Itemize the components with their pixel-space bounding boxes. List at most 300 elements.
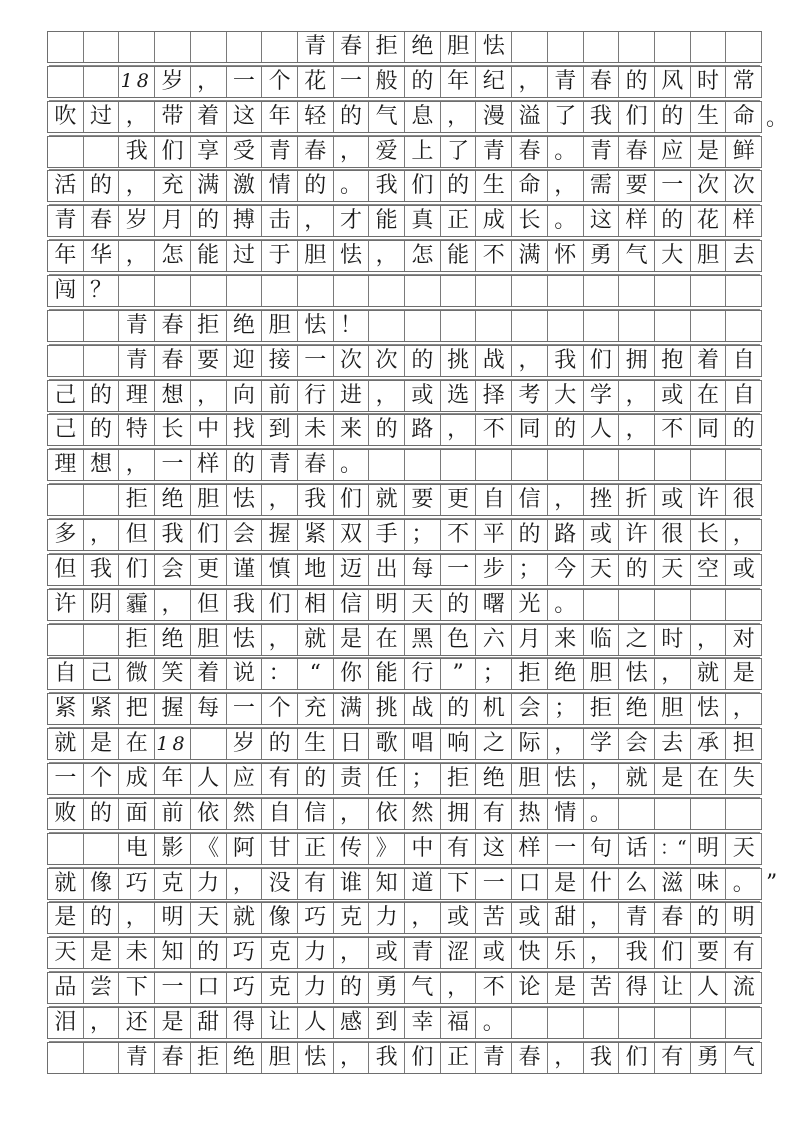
grid-cell-char: 怯 (227, 485, 263, 515)
grid-cell-char: 常 (726, 67, 762, 97)
grid-cell-char: 样 (512, 834, 548, 864)
grid-cell-char: 胆 (191, 625, 227, 655)
grid-cell-char: 或 (476, 938, 512, 968)
grid-cell-char: 岁 (119, 206, 155, 236)
grid-cell-empty (48, 346, 84, 376)
grid-cell-char: 在 (691, 381, 727, 411)
grid-cell-char: 拥 (619, 346, 655, 376)
grid-cell-char: 一 (441, 555, 477, 585)
grid-cell-char: 是 (691, 137, 727, 167)
grid-cell-empty (191, 276, 227, 306)
grid-cell-char: 明 (726, 903, 762, 933)
grid-cell-char: 向 (227, 381, 263, 411)
grid-cell-char: ， (262, 485, 298, 515)
grid-cell-empty (84, 137, 120, 167)
grid-row (47, 763, 762, 795)
grid-cell-char: 青 (405, 938, 441, 968)
grid-cell-char: 怎 (405, 241, 441, 271)
grid-cell-char: 路 (548, 520, 584, 550)
grid-cell-empty (655, 1008, 691, 1038)
grid-cell-char: 怯 (548, 764, 584, 794)
grid-cell-char: ， (119, 241, 155, 271)
grid-cell-char: 爱 (369, 137, 405, 167)
grid-cell-char: 的 (405, 346, 441, 376)
grid-cell-char: 尝 (84, 973, 120, 1003)
grid-cell-empty (441, 276, 477, 306)
grid-cell-char: 许 (619, 520, 655, 550)
grid-cell-char: 的 (405, 67, 441, 97)
grid-cell-empty (691, 799, 727, 829)
grid-cell-char: 是 (548, 869, 584, 899)
grid-cell-char: 。 (584, 799, 620, 829)
grid-cell-char: 怎 (155, 241, 191, 271)
grid-cell-char: 挑 (441, 346, 477, 376)
grid-cell-char: 临 (584, 625, 620, 655)
grid-cell-char: 怯 (227, 625, 263, 655)
grid-cell-empty (476, 311, 512, 341)
grid-cell-char: 力 (298, 938, 334, 968)
grid-cell-char: ； (512, 555, 548, 585)
grid-cell-empty (48, 311, 84, 341)
grid-cell-char: 会 (619, 729, 655, 759)
grid-cell-empty (655, 590, 691, 620)
grid-cell-char: 的 (84, 903, 120, 933)
grid-cell-char: 败 (48, 799, 84, 829)
grid-cell-char: 的 (548, 415, 584, 445)
grid-cell-char: 春 (84, 206, 120, 236)
grid-cell-char: 六 (476, 625, 512, 655)
grid-cell-empty (84, 346, 120, 376)
grid-cell-char: 上 (405, 137, 441, 167)
grid-cell-empty (726, 276, 762, 306)
grid-cell-char: 句 (584, 834, 620, 864)
grid-cell-char: 长 (691, 520, 727, 550)
grid-cell-char: 什 (584, 869, 620, 899)
grid-cell-char: 。 (548, 590, 584, 620)
grid-cell-char: 命 (512, 171, 548, 201)
grid-cell-char: 色 (441, 625, 477, 655)
grid-cell-char: 应 (655, 137, 691, 167)
grid-cell-char: 微 (119, 659, 155, 689)
grid-cell-char: 春 (155, 346, 191, 376)
grid-cell-empty (84, 625, 120, 655)
grid-cell-char: 笑 (155, 659, 191, 689)
grid-cell-char: 们 (334, 485, 370, 515)
grid-cell-char: 我 (584, 1043, 620, 1073)
grid-cell-char: 春 (298, 450, 334, 480)
grid-cell-char: 许 (48, 590, 84, 620)
grid-cell-char: 是 (48, 903, 84, 933)
grid-cell-empty (584, 311, 620, 341)
grid-cell-char: 像 (262, 903, 298, 933)
grid-cell-char: ， (369, 381, 405, 411)
grid-cell-char: 于 (262, 241, 298, 271)
grid-cell-char: 话 (619, 834, 655, 864)
grid-cell-char: 或 (405, 381, 441, 411)
grid-cell-empty (619, 32, 655, 62)
grid-cell-char: 18 (155, 729, 191, 759)
grid-cell-empty (726, 1008, 762, 1038)
grid-cell-char: 绝 (619, 694, 655, 724)
grid-cell-empty (691, 1008, 727, 1038)
grid-cell-char: 还 (119, 1008, 155, 1038)
grid-cell-empty (84, 485, 120, 515)
grid-cell-empty (619, 311, 655, 341)
grid-cell-char: 的 (84, 799, 120, 829)
grid-cell-char: 们 (155, 137, 191, 167)
grid-cell-empty (726, 311, 762, 341)
grid-cell-char: 信 (298, 799, 334, 829)
grid-cell-char: 平 (476, 520, 512, 550)
grid-row (47, 484, 762, 516)
grid-cell-empty (619, 276, 655, 306)
grid-cell-char: 拒 (512, 659, 548, 689)
grid-cell-char: 青 (619, 903, 655, 933)
grid-cell-char: 。 (548, 137, 584, 167)
grid-cell-char: 样 (726, 206, 762, 236)
grid-cell-char: 会 (155, 555, 191, 585)
grid-cell-char: 多 (48, 520, 84, 550)
grid-cell-char: 紧 (84, 694, 120, 724)
grid-cell-char: 进 (334, 381, 370, 411)
grid-cell-char: 们 (655, 938, 691, 968)
grid-cell-char: 春 (155, 1043, 191, 1073)
grid-cell-char: 能 (369, 659, 405, 689)
grid-cell-char: 一 (655, 171, 691, 201)
grid-cell-char: 之 (476, 729, 512, 759)
grid-cell-char: 不 (655, 415, 691, 445)
grid-cell-char: 或 (512, 903, 548, 933)
grid-row (47, 658, 762, 690)
grid-cell-char: ， (334, 938, 370, 968)
grid-cell-char: 力 (369, 903, 405, 933)
grid-cell-char: 明 (155, 903, 191, 933)
grid-cell-char: 岁 (227, 729, 263, 759)
grid-cell-char: 的 (691, 903, 727, 933)
grid-cell-char: 挫 (584, 485, 620, 515)
grid-cell-char: 怯 (298, 1043, 334, 1073)
grid-cell-char: 春 (298, 137, 334, 167)
grid-cell-char: 过 (84, 102, 120, 132)
grid-cell-char: 击 (262, 206, 298, 236)
grid-cell-char: 胆 (441, 32, 477, 62)
grid-cell-char: ， (334, 1043, 370, 1073)
grid-cell-char: 对 (726, 625, 762, 655)
grid-cell-char: 有 (655, 1043, 691, 1073)
grid-cell-char: 人 (584, 415, 620, 445)
grid-cell-empty (48, 625, 84, 655)
grid-cell-char: 在 (119, 729, 155, 759)
grid-cell-char: 们 (619, 102, 655, 132)
grid-cell-empty (84, 32, 120, 62)
grid-cell-empty (119, 32, 155, 62)
grid-cell-char: 行 (405, 659, 441, 689)
grid-cell-empty (726, 32, 762, 62)
grid-cell-char: 选 (441, 381, 477, 411)
grid-cell-char: 这 (584, 206, 620, 236)
grid-cell-empty (584, 450, 620, 480)
grid-cell-char: ” (441, 659, 477, 689)
grid-cell-char: 胆 (191, 485, 227, 515)
grid-cell-char: 或 (441, 903, 477, 933)
grid-cell-char: 拒 (441, 764, 477, 794)
grid-cell-char: 岁 (155, 67, 191, 97)
grid-cell-char: 人 (191, 764, 227, 794)
grid-cell-char: 真 (405, 206, 441, 236)
grid-cell-empty (191, 729, 227, 759)
grid-cell-char: 得 (227, 1008, 263, 1038)
grid-cell-char: 闯 (48, 276, 84, 306)
grid-cell-char: 紧 (48, 694, 84, 724)
grid-cell-char: 生 (298, 729, 334, 759)
grid-cell-char: ， (334, 799, 370, 829)
grid-cell-char: 道 (405, 869, 441, 899)
grid-cell-char: 绝 (476, 764, 512, 794)
grid-cell-char: 去 (726, 241, 762, 271)
grid-cell-char: ； (405, 520, 441, 550)
grid-cell-char: 春 (334, 32, 370, 62)
grid-cell-char: 自 (726, 381, 762, 411)
grid-cell-char: ， (584, 764, 620, 794)
grid-row (47, 101, 789, 133)
grid-cell-char: 明 (369, 590, 405, 620)
grid-cell-empty (119, 276, 155, 306)
grid-cell-char: 下 (441, 869, 477, 899)
grid-cell-char: 得 (619, 973, 655, 1003)
grid-cell-empty (405, 311, 441, 341)
grid-cell-char: 时 (691, 67, 727, 97)
grid-cell-char: 拒 (119, 485, 155, 515)
grid-cell-char: 下 (119, 973, 155, 1003)
grid-cell-char: ， (548, 1043, 584, 1073)
grid-cell-char: 人 (691, 973, 727, 1003)
grid-cell-char: 天 (655, 555, 691, 585)
grid-cell-char: 一 (298, 346, 334, 376)
grid-cell-empty (48, 137, 84, 167)
grid-cell-char: 任 (369, 764, 405, 794)
grid-cell-char: 青 (298, 32, 334, 62)
grid-cell-char: 春 (655, 903, 691, 933)
grid-cell-empty (84, 67, 120, 97)
grid-cell-char: 月 (512, 625, 548, 655)
grid-cell-char: 前 (262, 381, 298, 411)
grid-cell-char: 巧 (298, 903, 334, 933)
grid-cell-char: 特 (119, 415, 155, 445)
grid-cell-char: 次 (334, 346, 370, 376)
grid-cell-char: ； (476, 659, 512, 689)
grid-cell-char: 责 (334, 764, 370, 794)
grid-cell-char: 黑 (405, 625, 441, 655)
grid-cell-char: 双 (334, 520, 370, 550)
grid-row (47, 1007, 762, 1039)
grid-cell-char: 但 (191, 590, 227, 620)
grid-cell-char: 的 (619, 555, 655, 585)
grid-cell-char: 没 (262, 869, 298, 899)
grid-cell-char: 我 (369, 171, 405, 201)
grid-cell-char: ， (548, 729, 584, 759)
grid-cell-char: 一 (548, 834, 584, 864)
grid-cell-char: 之 (619, 625, 655, 655)
grid-cell-char: 息 (405, 102, 441, 132)
grid-cell-char: 然 (405, 799, 441, 829)
grid-cell-char: 的 (84, 381, 120, 411)
grid-cell-char: 己 (48, 415, 84, 445)
grid-cell-char: 到 (369, 1008, 405, 1038)
grid-cell-empty (548, 311, 584, 341)
grid-cell-empty (584, 32, 620, 62)
grid-cell-char: 春 (512, 137, 548, 167)
grid-cell-char: 就 (619, 764, 655, 794)
grid-cell-char: 长 (155, 415, 191, 445)
grid-cell-char: 怯 (619, 659, 655, 689)
grid-cell-char: 气 (405, 973, 441, 1003)
grid-cell-char: 甜 (548, 903, 584, 933)
grid-cell-char: 依 (191, 799, 227, 829)
grid-cell-char: 胆 (262, 1043, 298, 1073)
grid-cell-char: 拒 (191, 1043, 227, 1073)
grid-cell-char: 这 (227, 102, 263, 132)
grid-cell-char: 让 (262, 1008, 298, 1038)
grid-cell-char: 胆 (691, 241, 727, 271)
grid-cell-char: 拒 (369, 32, 405, 62)
grid-cell-char: 不 (476, 973, 512, 1003)
grid-row (47, 972, 762, 1004)
grid-cell-char: ！ (334, 311, 370, 341)
grid-cell-empty (405, 276, 441, 306)
grid-cell-char: 幸 (405, 1008, 441, 1038)
grid-cell-char: 慎 (262, 555, 298, 585)
grid-cell-char: 天 (48, 938, 84, 968)
grid-cell-empty (691, 450, 727, 480)
grid-cell-char: 传 (334, 834, 370, 864)
grid-cell-char: 享 (191, 137, 227, 167)
grid-cell-char: 着 (691, 346, 727, 376)
grid-cell-char: 绝 (227, 1043, 263, 1073)
grid-cell-char: 有 (262, 764, 298, 794)
grid-cell-char: ， (191, 67, 227, 97)
grid-cell-char: 的 (726, 415, 762, 445)
grid-cell-char: 每 (191, 694, 227, 724)
grid-cell-char: 们 (119, 555, 155, 585)
grid-cell-char: 是 (548, 973, 584, 1003)
grid-cell-char: 能 (369, 206, 405, 236)
grid-cell-char: 感 (334, 1008, 370, 1038)
grid-cell-char: 信 (512, 485, 548, 515)
grid-cell-char: 带 (155, 102, 191, 132)
grid-cell-char: ， (262, 625, 298, 655)
grid-cell-char: 克 (155, 869, 191, 899)
grid-cell-char: 大 (548, 381, 584, 411)
grid-cell-char: 人 (298, 1008, 334, 1038)
grid-cell-empty (655, 450, 691, 480)
grid-cell-char: 我 (119, 137, 155, 167)
grid-row (47, 1042, 762, 1074)
grid-cell-char: 次 (369, 346, 405, 376)
grid-cell-char: 克 (262, 973, 298, 1003)
grid-cell-char: 充 (155, 171, 191, 201)
grid-cell-char: ， (584, 903, 620, 933)
grid-cell-char: 情 (548, 799, 584, 829)
grid-cell-char: 正 (298, 834, 334, 864)
grid-cell-char: 我 (619, 938, 655, 968)
grid-cell-char: 很 (655, 520, 691, 550)
grid-cell-char: 明 (691, 834, 727, 864)
grid-cell-char: 的 (84, 171, 120, 201)
grid-row (47, 170, 762, 202)
grid-cell-char: ； (548, 694, 584, 724)
grid-cell-char: 迈 (334, 555, 370, 585)
grid-cell-char: 的 (441, 590, 477, 620)
grid-cell-char: 满 (334, 694, 370, 724)
grid-cell-char: 。 (334, 171, 370, 201)
grid-cell-char: 甜 (191, 1008, 227, 1038)
grid-row (47, 589, 762, 621)
grid-cell-empty (548, 1008, 584, 1038)
grid-row (47, 833, 762, 865)
grid-cell-char: 命 (726, 102, 762, 132)
grid-row (47, 902, 762, 934)
grid-cell-empty (512, 311, 548, 341)
grid-cell-char: 把 (119, 694, 155, 724)
grid-cell-char: 春 (619, 137, 655, 167)
grid-cell-char: 个 (84, 764, 120, 794)
grid-cell-char: 行 (298, 381, 334, 411)
grid-cell-char: 巧 (227, 938, 263, 968)
grid-cell-char: 苦 (476, 903, 512, 933)
grid-cell-char: 巧 (227, 973, 263, 1003)
grid-row (47, 136, 762, 168)
grid-cell-char: 是 (655, 764, 691, 794)
grid-cell-char: 的 (655, 206, 691, 236)
grid-cell-char: 出 (369, 555, 405, 585)
grid-cell-empty (548, 276, 584, 306)
grid-row (47, 205, 762, 237)
grid-cell-char: 样 (191, 450, 227, 480)
grid-cell-char: 我 (369, 1043, 405, 1073)
grid-cell-char: 路 (405, 415, 441, 445)
grid-cell-char: 能 (191, 241, 227, 271)
grid-cell-char: 折 (619, 485, 655, 515)
grid-cell-char: 论 (512, 973, 548, 1003)
grid-cell-char: 未 (119, 938, 155, 968)
grid-cell-empty (369, 450, 405, 480)
grid-cell-char: 己 (84, 659, 120, 689)
grid-cell-char: “ (298, 659, 334, 689)
grid-cell-char: 泪 (48, 1008, 84, 1038)
grid-cell-char: ？ (84, 276, 120, 306)
grid-cell-char: 天 (191, 903, 227, 933)
grid-cell-char: 们 (191, 520, 227, 550)
grid-cell-char: 曙 (476, 590, 512, 620)
grid-cell-char: 年 (441, 67, 477, 97)
grid-cell-empty (48, 32, 84, 62)
grid-cell-empty (48, 834, 84, 864)
grid-cell-empty (619, 1008, 655, 1038)
grid-row (47, 624, 762, 656)
grid-cell-empty (441, 450, 477, 480)
grid-cell-char: 理 (119, 381, 155, 411)
grid-cell-char: 的 (84, 415, 120, 445)
grid-cell-char: ， (726, 520, 762, 550)
grid-cell-empty (476, 450, 512, 480)
grid-cell-char: 。 (334, 450, 370, 480)
grid-cell-char: 去 (655, 729, 691, 759)
grid-cell-empty (691, 276, 727, 306)
grid-cell-empty (584, 276, 620, 306)
grid-cell-char: ， (548, 171, 584, 201)
grid-row (47, 414, 762, 446)
grid-cell-char: 唱 (405, 729, 441, 759)
